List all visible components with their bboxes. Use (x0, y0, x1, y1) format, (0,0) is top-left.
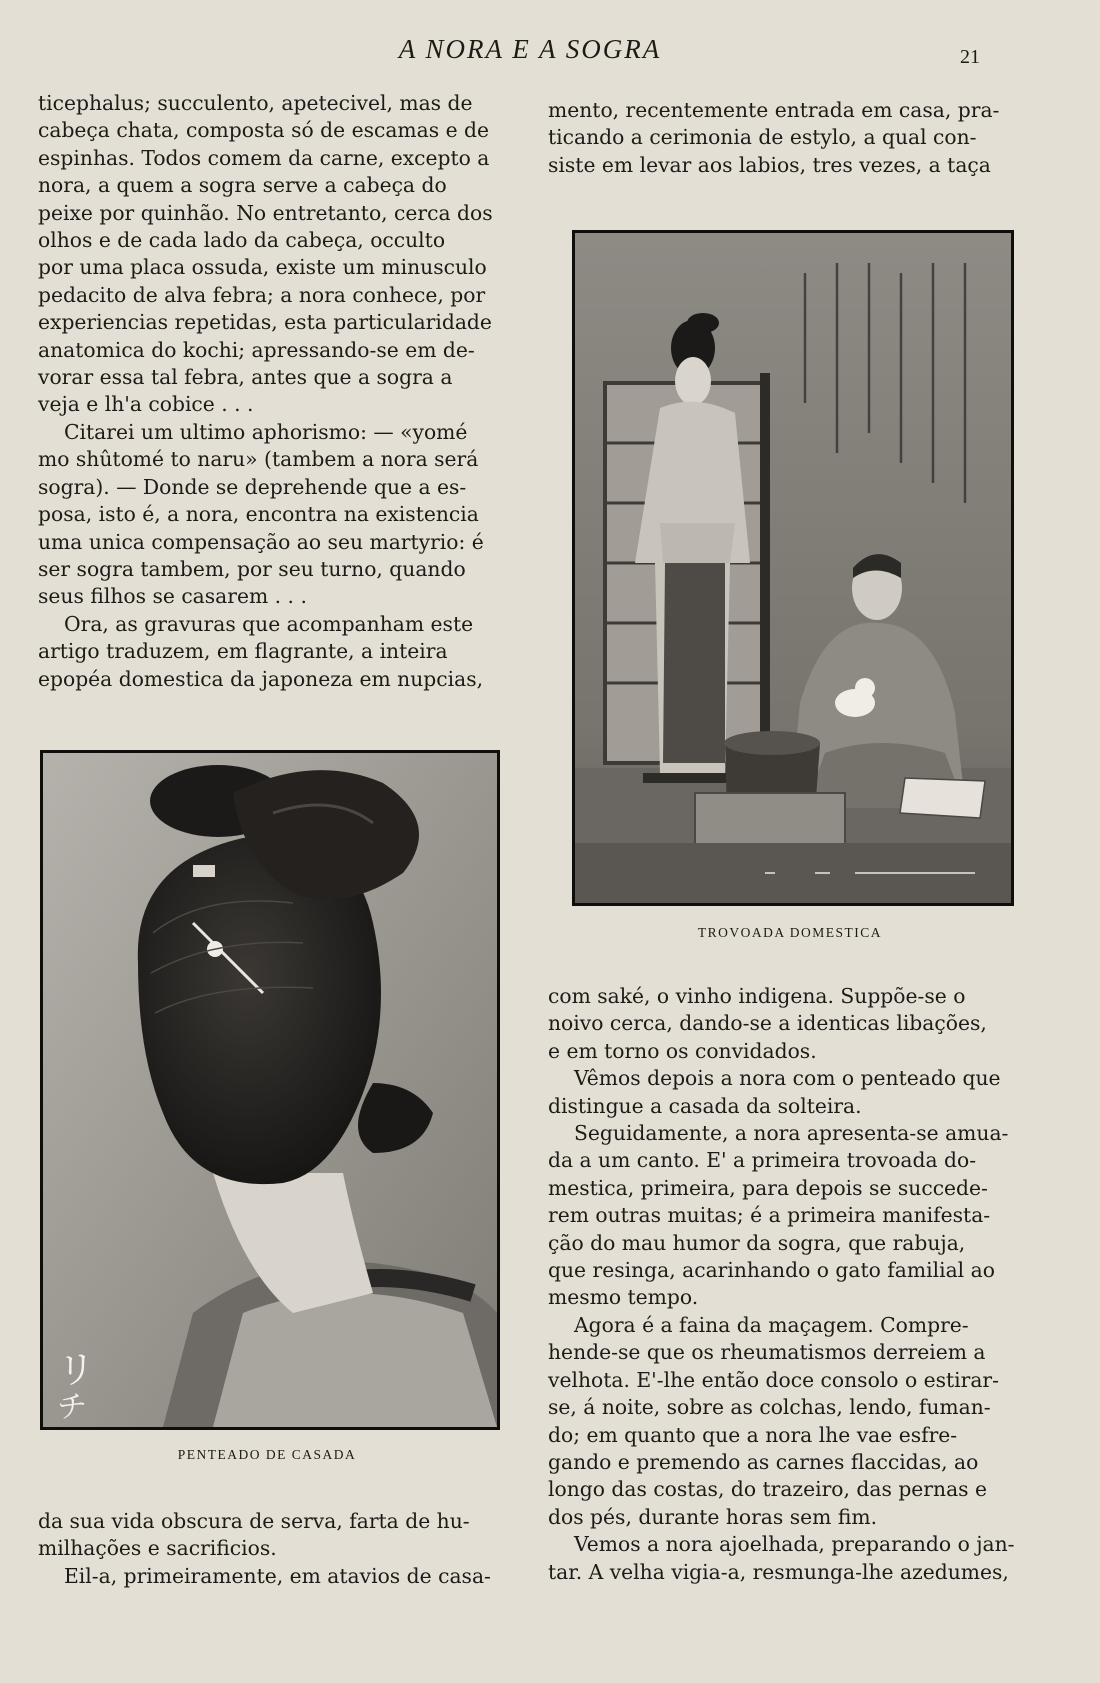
text-line: e em torno os convidados. (548, 1038, 817, 1063)
svg-text:リ: リ (57, 1348, 96, 1392)
text-line: seus filhos se casarem . . . (38, 584, 307, 609)
text-line: milhações e sacrificios. (38, 1536, 277, 1561)
text-line: sogra). — Donde se deprehende que a es- (38, 474, 467, 499)
text-line: gando e premendo as carnes flaccidas, ao (548, 1449, 979, 1474)
text-line: por uma placa ossuda, existe um minusculo (38, 255, 487, 280)
text-line: uma unica compensação ao seu martyrio: é (38, 529, 484, 554)
text-line: Vemos a nora ajoelhada, preparando o jan- (574, 1532, 1015, 1557)
text-line: cabeça chata, composta só de escamas e de (38, 118, 490, 143)
text-line: experiencias repetidas, esta particularidade (38, 310, 492, 335)
text-line: peixe por quinhão. No entretanto, cerca dos (38, 200, 493, 225)
domestic-scene-caption: TROVOADA DOMESTICA (697, 925, 883, 940)
text-line: espinhas. Todos comem da carne, excepto a (38, 145, 490, 170)
text-line: do; em quanto que a nora lhe vae esfre- (548, 1422, 958, 1447)
running-title: A NORA E A SOGRA (398, 34, 662, 64)
text-line: hende-se que os rheumatismos derreiem a (548, 1340, 986, 1365)
text-line: Agora é a faina da maçagem. Compre- (574, 1312, 969, 1337)
text-line: noivo cerca, dando-se a identicas libações, (548, 1011, 987, 1036)
left-column-top-text (38, 90, 510, 693)
text-line: pedacito de alva febra; a nora conhece, por (38, 282, 486, 307)
text-line: posa, isto é, a nora, encontra na existencia (38, 502, 479, 527)
text-line: Eil-a, primeiramente, em atavios de casa- (64, 1563, 491, 1588)
text-line: Seguidamente, a nora apresenta-se amua- (574, 1121, 1009, 1146)
text-line: Ora, as gravuras que acompanham este (64, 611, 474, 636)
text-line: siste em levar aos labios, tres vezes, a taça (548, 152, 991, 177)
text-line: mestica, primeira, para depois se succede- (548, 1175, 988, 1200)
text-line: mesmo tempo. (548, 1285, 699, 1310)
text-line: ticephalus; succulento, apetecivel, mas de (38, 91, 473, 115)
text-line: velhota. E'-lhe então doce consolo o estirar- (548, 1367, 999, 1392)
text-line: veja e lh'a cobice . . . (38, 392, 254, 417)
hairstyle-photo-drawing (43, 753, 497, 1427)
text-line: ticando a cerimonia de estylo, a qual con- (548, 125, 977, 150)
hairstyle-photo (40, 750, 500, 1430)
text-line: que resinga, acarinhando o gato familial ao (548, 1258, 995, 1283)
svg-text:チ: チ (57, 1390, 87, 1425)
text-line: da a um canto. E' a primeira trovoada do- (548, 1148, 977, 1173)
text-line: artigo traduzem, em flagrante, a inteira (38, 639, 448, 664)
text-line: dos pés, durante horas sem fim. (548, 1504, 878, 1529)
text-line: Citarei um ultimo aphorismo: — «yomé (64, 419, 468, 444)
right-column-bottom-text (548, 983, 1020, 1586)
text-line: ção do mau humor da sogra, que rabuja, (548, 1230, 966, 1255)
text-line: rem outras muitas; é a primeira manifesta- (548, 1203, 991, 1228)
text-line: mento, recentemente entrada em casa, pra- (548, 98, 1000, 122)
text-line: Vêmos depois a nora com o penteado que (574, 1066, 1001, 1091)
text-line: ser sogra tambem, por seu turno, quando (38, 556, 466, 581)
right-column-top-text (548, 97, 1020, 179)
domestic-scene-drawing (575, 233, 1011, 903)
text-line: epopéa domestica da japoneza em nupcias, (38, 666, 484, 691)
text-line: da sua vida obscura de serva, farta de hu- (38, 1509, 470, 1533)
hairstyle-photo-caption: PENTEADO DE CASADA (177, 1447, 357, 1462)
page-number: 21 (960, 46, 980, 68)
left-column-bottom-text (38, 1508, 510, 1590)
text-line: anatomica do kochi; apressando-se em de- (38, 337, 475, 362)
text-line: distingue a casada da solteira. (548, 1093, 862, 1118)
text-line: nora, a quem a sogra serve a cabeça do (38, 173, 447, 198)
text-line: longo das costas, do trazeiro, das pernas e (548, 1477, 988, 1502)
text-line: tar. A velha vigia-a, resmunga-lhe azedumes, (548, 1559, 1009, 1584)
text-line: com saké, o vinho indigena. Suppõe-se o (548, 984, 966, 1008)
text-line: se, á noite, sobre as colchas, lendo, fuman- (548, 1395, 991, 1420)
text-line: mo shûtomé to naru» (tambem a nora será (38, 447, 479, 472)
domestic-scene-photo (572, 230, 1014, 906)
text-line: olhos e de cada lado da cabeça, occulto (38, 228, 446, 253)
text-line: vorar essa tal febra, antes que a sogra a (38, 365, 453, 390)
